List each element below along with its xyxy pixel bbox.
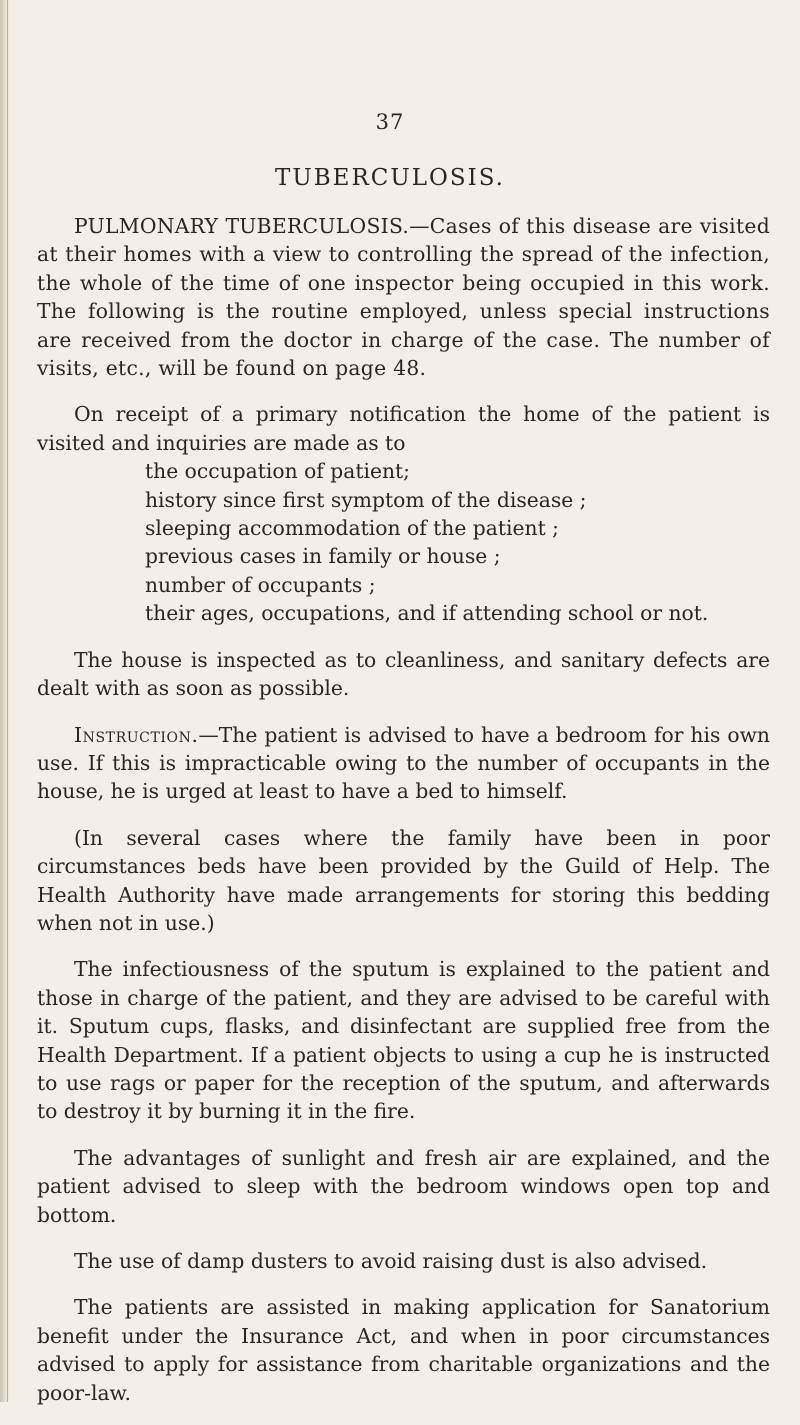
- intro-paragraph: [37, 212, 770, 382]
- page-binding-edge: [0, 0, 10, 1402]
- document-body: [37, 212, 770, 1425]
- dusters-paragraph: The use of damp dusters to avoid raising dust is also advised.: [74, 1249, 708, 1273]
- page-edge-line: [7, 0, 8, 1402]
- instruction-label: Instruction.: [74, 722, 199, 747]
- intro-text: —Cases of this disease are visited at their homes with a view to controlling the spread of the infection, the whole of the time of one inspector being occupied in this work. The following is the routine employed, unless special instructions are received from the doctor in charge of the case. The number of visits, etc., will be found on page 48.: [37, 214, 770, 381]
- inquiry-item: previous cases in family or house ;: [145, 544, 501, 569]
- poor-circumstances-paragraph: (In several cases where the family have been in poor circumstances beds have been provided by the Guild of Help. The Health Authority have made arrangements for storing this bedding when not in use.): [37, 825, 770, 935]
- notification-paragraph: On receipt of a primary notification the home of the patient is visited and inquiries are made as to: [37, 402, 770, 455]
- inquiry-item: number of occupants ;: [145, 572, 376, 597]
- inquiry-item: sleeping accommodation of the patient ;: [145, 516, 560, 541]
- section-heading: PULMONARY TUBERCULOSIS.: [74, 214, 410, 238]
- sanatorium-paragraph: The patients are assisted in making application for Sanatorium benefit under the Insurance Act, and when in poor circumstances advised to apply for assistance from charitable organizations and the poor-law.: [37, 1295, 770, 1405]
- inquiry-item: the occupation of patient;: [145, 459, 411, 484]
- inquiry-item: their ages, occupations, and if attending school or not.: [145, 601, 709, 626]
- house-paragraph: The house is inspected as to cleanliness, and sanitary defects are dealt with as soon as possible.: [37, 647, 770, 701]
- sunlight-paragraph: The advantages of sunlight and fresh air are explained, and the patient advised to sleep with the bedroom windows open top and bottom.: [37, 1145, 770, 1227]
- instruction-text: —The patient is advised to have a bedroom for his own use. If this is impracticable owing to the number of occupants in the house, he is urged at least to have a bed to himself.: [37, 722, 770, 804]
- instruction-paragraph: [37, 721, 770, 806]
- inquiry-item: history since first symptom of the disease ;: [145, 487, 587, 512]
- page-title: TUBERCULOSIS.: [275, 165, 505, 191]
- inquiry-list: [37, 457, 770, 627]
- sputum-paragraph: The infectiousness of the sputum is explained to the patient and those in charge of the patient, and they are advised to be careful with it. Sputum cups, flasks, and disinfectant are supplied free from the Health Department. If a patient objects to using a cup he is instructed to use rags or paper for the reception of the sputum, and afterwards to destroy it by burning it in the fire.: [37, 957, 770, 1124]
- page-number: 37: [375, 110, 405, 134]
